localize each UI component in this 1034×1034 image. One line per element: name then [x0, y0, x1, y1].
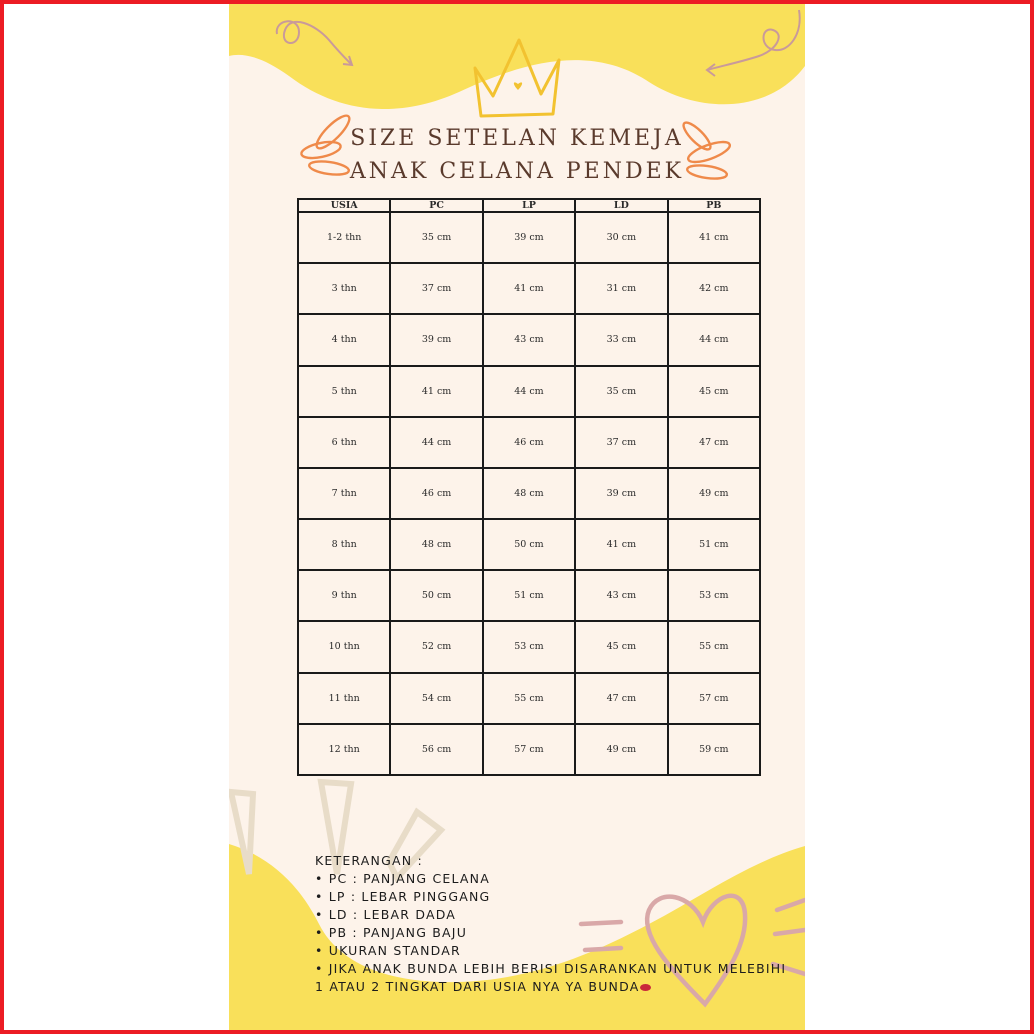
cell-lp: 55 cm [483, 673, 575, 724]
notes-heading: KETERANGAN : [315, 853, 423, 868]
cell-ld: 35 cm [575, 366, 667, 417]
table-row [298, 724, 760, 775]
table-row [298, 673, 760, 724]
notes-item: • UKURAN STANDAR [315, 943, 461, 958]
cell-pc: 48 cm [390, 519, 482, 570]
cell-usia: 8 thn [298, 519, 390, 570]
notes-item: • PC : PANJANG CELANA [315, 871, 490, 886]
size-table [297, 198, 761, 776]
cell-lp: 50 cm [483, 519, 575, 570]
cell-ld: 39 cm [575, 468, 667, 519]
size-chart-card [229, 4, 805, 1030]
cell-ld: 43 cm [575, 570, 667, 621]
notes-item-last [315, 978, 795, 996]
cell-ld: 30 cm [575, 212, 667, 263]
crown-heart-icon [514, 82, 522, 90]
cell-pc: 46 cm [390, 468, 482, 519]
cell-pc: 44 cm [390, 417, 482, 468]
cell-usia: 3 thn [298, 263, 390, 314]
cell-lp: 43 cm [483, 314, 575, 365]
cell-ld: 37 cm [575, 417, 667, 468]
cell-ld: 31 cm [575, 263, 667, 314]
cell-usia: 9 thn [298, 570, 390, 621]
top-yellow-blob [229, 4, 805, 109]
cell-lp: 53 cm [483, 621, 575, 672]
cell-lp: 46 cm [483, 417, 575, 468]
cell-lp: 41 cm [483, 263, 575, 314]
title-line-1: SIZE SETELAN KEMEJA [350, 126, 684, 151]
cell-pb: 57 cm [668, 673, 760, 724]
cell-lp: 48 cm [483, 468, 575, 519]
cell-pb: 53 cm [668, 570, 760, 621]
notes-section [315, 852, 795, 996]
cell-pb: 59 cm [668, 724, 760, 775]
cell-pb: 45 cm [668, 366, 760, 417]
lips-icon [640, 984, 651, 991]
table-row [298, 212, 760, 263]
cell-usia: 11 thn [298, 673, 390, 724]
cell-pb: 41 cm [668, 212, 760, 263]
cell-pb: 44 cm [668, 314, 760, 365]
cell-pc: 54 cm [390, 673, 482, 724]
table-header-row [298, 199, 760, 212]
cell-usia: 6 thn [298, 417, 390, 468]
cell-usia: 10 thn [298, 621, 390, 672]
cell-pc: 41 cm [390, 366, 482, 417]
cell-pc: 37 cm [390, 263, 482, 314]
header-pc: PC [390, 199, 482, 212]
notes-item: • LD : LEBAR DADA [315, 907, 457, 922]
cell-pb: 47 cm [668, 417, 760, 468]
notes-item-text: 1 ATAU 2 TINGKAT DARI USIA NYA YA BUNDA [315, 979, 640, 994]
header-ld: LD [575, 199, 667, 212]
table-row [298, 570, 760, 621]
cell-ld: 49 cm [575, 724, 667, 775]
cell-lp: 51 cm [483, 570, 575, 621]
title-line-2: ANAK CELANA PENDEK [349, 159, 685, 184]
cell-pc: 39 cm [390, 314, 482, 365]
cell-ld: 33 cm [575, 314, 667, 365]
cell-pb: 49 cm [668, 468, 760, 519]
table-row [298, 621, 760, 672]
cell-usia: 12 thn [298, 724, 390, 775]
table-row [298, 314, 760, 365]
cell-pb: 55 cm [668, 621, 760, 672]
header-usia: USIA [298, 199, 390, 212]
table-row [298, 263, 760, 314]
table-row [298, 417, 760, 468]
notes-item: • LP : LEBAR PINGGANG [315, 889, 491, 904]
table-row [298, 519, 760, 570]
cell-ld: 41 cm [575, 519, 667, 570]
cell-pc: 35 cm [390, 212, 482, 263]
cell-usia: 1-2 thn [298, 212, 390, 263]
cell-lp: 44 cm [483, 366, 575, 417]
header-lp: LP [483, 199, 575, 212]
cell-pc: 50 cm [390, 570, 482, 621]
table-row [298, 468, 760, 519]
cell-usia: 5 thn [298, 366, 390, 417]
notes-item: • JIKA ANAK BUNDA LEBIH BERISI DISARANKAN UNTUK MELEBIHI [315, 961, 787, 976]
table-row [298, 366, 760, 417]
header-pb: PB [668, 199, 760, 212]
cell-pc: 56 cm [390, 724, 482, 775]
cell-pc: 52 cm [390, 621, 482, 672]
cell-usia: 4 thn [298, 314, 390, 365]
cell-ld: 45 cm [575, 621, 667, 672]
cell-usia: 7 thn [298, 468, 390, 519]
cell-lp: 57 cm [483, 724, 575, 775]
cell-pb: 42 cm [668, 263, 760, 314]
notes-item: • PB : PANJANG BAJU [315, 925, 468, 940]
cell-lp: 39 cm [483, 212, 575, 263]
cell-ld: 47 cm [575, 673, 667, 724]
cell-pb: 51 cm [668, 519, 760, 570]
